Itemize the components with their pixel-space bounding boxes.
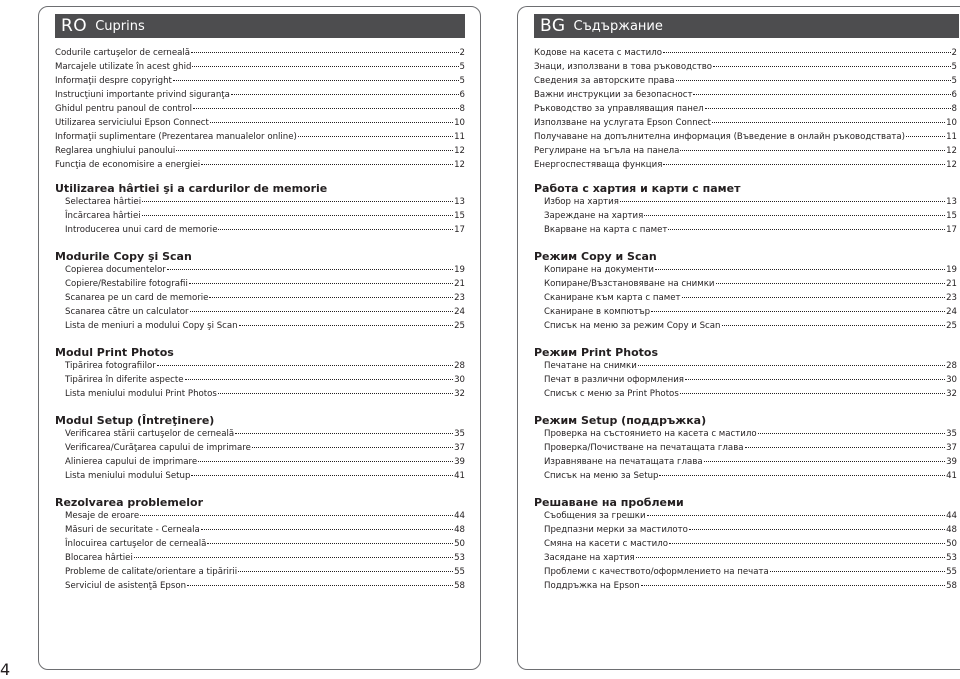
toc-entry-page: 8 bbox=[459, 104, 465, 114]
dot-leader bbox=[676, 80, 951, 81]
toc-entry[interactable] bbox=[55, 307, 465, 321]
dot-leader bbox=[636, 557, 945, 558]
toc-entry[interactable] bbox=[55, 104, 465, 118]
toc-entry-page: 25 bbox=[454, 321, 465, 331]
dot-leader bbox=[142, 201, 453, 202]
toc-entry-label: Печатане на снимки bbox=[544, 361, 637, 371]
toc-entry-page: 19 bbox=[454, 265, 465, 275]
toc-entry-page: 48 bbox=[946, 525, 957, 535]
toc-entry[interactable] bbox=[55, 539, 465, 553]
toc-list bbox=[534, 48, 957, 595]
toc-entry[interactable] bbox=[534, 307, 957, 321]
language-code: BG bbox=[540, 16, 566, 36]
section-entries bbox=[55, 197, 465, 239]
toc-entry[interactable] bbox=[55, 197, 465, 211]
toc-entry[interactable] bbox=[534, 279, 957, 293]
toc-entry-page: 50 bbox=[946, 539, 957, 549]
toc-entry[interactable] bbox=[55, 525, 465, 539]
toc-entry-label: Verificarea/Curăţarea capului de imprimare bbox=[65, 443, 251, 453]
dot-leader bbox=[231, 94, 459, 95]
language-code: RO bbox=[61, 16, 88, 36]
dot-leader bbox=[173, 80, 459, 81]
dot-leader bbox=[189, 283, 453, 284]
toc-entry-label: Informaţii suplimentare (Prezentarea manualelor online) bbox=[55, 132, 297, 142]
toc-entry-page: 17 bbox=[946, 225, 957, 235]
toc-header-bg bbox=[534, 14, 959, 38]
dot-leader bbox=[187, 585, 453, 586]
dot-leader bbox=[722, 325, 946, 326]
toc-entry[interactable] bbox=[534, 581, 957, 595]
dot-leader bbox=[192, 66, 458, 67]
toc-entry[interactable] bbox=[55, 279, 465, 293]
dot-leader bbox=[663, 164, 945, 165]
toc-entry-label: Verificarea stării cartuşelor de cerneală bbox=[65, 429, 235, 439]
dot-leader bbox=[620, 201, 945, 202]
toc-entry-page: 23 bbox=[946, 293, 957, 303]
dot-leader bbox=[190, 311, 454, 312]
toc-entry[interactable] bbox=[534, 211, 957, 225]
toc-entry-page: 55 bbox=[946, 567, 957, 577]
toc-entry-page: 5 bbox=[459, 62, 465, 72]
toc-entry[interactable] bbox=[55, 146, 465, 160]
section-spacer bbox=[534, 335, 957, 345]
toc-list bbox=[55, 48, 465, 595]
toc-entry[interactable] bbox=[55, 132, 465, 146]
toc-entry[interactable] bbox=[534, 389, 957, 403]
toc-entry-label: Сведения за авторските права bbox=[534, 76, 675, 86]
toc-entry-label: Съобщения за грешки bbox=[544, 511, 646, 521]
toc-entry-label: Знаци, използвани в това ръководство bbox=[534, 62, 713, 72]
toc-entry-page: 53 bbox=[454, 553, 465, 563]
toc-entry[interactable] bbox=[55, 443, 465, 457]
dot-leader bbox=[191, 475, 453, 476]
toc-entry[interactable] bbox=[534, 525, 957, 539]
dot-leader bbox=[669, 543, 945, 544]
toc-entry-label: Funcţia de economisire a energiei bbox=[55, 160, 201, 170]
toc-entry-page: 32 bbox=[454, 389, 465, 399]
toc-entry-label: Tipărirea fotografiilor bbox=[65, 361, 156, 371]
toc-entry-label: Lista meniului modului Print Photos bbox=[65, 389, 217, 399]
toc-entry-page: 13 bbox=[454, 197, 465, 207]
toc-entry[interactable] bbox=[55, 225, 465, 239]
dot-leader bbox=[191, 52, 459, 53]
toc-entry[interactable] bbox=[55, 160, 465, 174]
dot-leader bbox=[140, 515, 453, 516]
toc-entry-page: 37 bbox=[454, 443, 465, 453]
toc-entry-label: Introducerea unui card de memorie bbox=[65, 225, 218, 235]
toc-entry[interactable] bbox=[55, 265, 465, 279]
toc-entry-page: 55 bbox=[454, 567, 465, 577]
section-entries bbox=[534, 361, 957, 403]
toc-entry-page: 24 bbox=[454, 307, 465, 317]
toc-entry[interactable] bbox=[534, 160, 957, 174]
toc-entry[interactable] bbox=[534, 429, 957, 443]
dot-leader bbox=[906, 136, 945, 137]
toc-entry[interactable] bbox=[534, 48, 957, 62]
toc-entry-page: 41 bbox=[946, 471, 957, 481]
section-title[interactable]: Решаване на проблеми bbox=[534, 496, 684, 509]
toc-entry-page: 39 bbox=[946, 457, 957, 467]
toc-entry-label: Ръководство за управляващия панел bbox=[534, 104, 704, 114]
section-title[interactable]: Modul Setup (Întreţinere) bbox=[55, 414, 215, 427]
toc-entry-page: 28 bbox=[946, 361, 957, 371]
section-title[interactable]: Режим Copy и Scan bbox=[534, 250, 657, 263]
toc-entry-page: 58 bbox=[946, 581, 957, 591]
toc-entry[interactable] bbox=[55, 553, 465, 567]
toc-entry[interactable] bbox=[534, 146, 957, 160]
toc-entry[interactable] bbox=[55, 567, 465, 581]
dot-leader bbox=[682, 297, 946, 298]
section-spacer bbox=[534, 403, 957, 413]
toc-entry[interactable] bbox=[534, 471, 957, 485]
toc-entry-label: Печат в различни оформления bbox=[544, 375, 684, 385]
toc-entry-label: Marcajele utilizate în acest ghid bbox=[55, 62, 192, 72]
toc-title: Съдържание bbox=[573, 18, 663, 34]
toc-entry-label: Informaţii despre copyright bbox=[55, 76, 172, 86]
toc-entry-page: 35 bbox=[454, 429, 465, 439]
toc-entry[interactable] bbox=[534, 90, 957, 104]
toc-entry-label: Tipărirea în diferite aspecte bbox=[65, 375, 184, 385]
dot-leader bbox=[689, 529, 945, 530]
section-title[interactable]: Работа с хартия и карти с памет bbox=[534, 182, 741, 195]
toc-title: Cuprins bbox=[95, 18, 145, 34]
toc-entry-page: 30 bbox=[946, 375, 957, 385]
toc-entry-label: Сканиране към карта с памет bbox=[544, 293, 681, 303]
toc-entry-page: 6 bbox=[951, 90, 957, 100]
toc-entry[interactable] bbox=[534, 225, 957, 239]
toc-entry[interactable] bbox=[534, 197, 957, 211]
toc-entry[interactable] bbox=[55, 375, 465, 389]
page-number: 4 bbox=[0, 660, 11, 679]
toc-entry-page: 11 bbox=[946, 132, 957, 142]
dot-leader bbox=[298, 136, 453, 137]
toc-entry-label: Енергоспестяваща функция bbox=[534, 160, 663, 170]
toc-entry-label: Lista de meniuri a modului Copy şi Scan bbox=[65, 321, 238, 331]
section-title[interactable]: Utilizarea hârtiei şi a cardurilor de memorie bbox=[55, 182, 328, 195]
toc-entry-page: 30 bbox=[454, 375, 465, 385]
toc-entry-label: Lista meniului modului Setup bbox=[65, 471, 191, 481]
toc-entry-label: Смяна на касети с мастило bbox=[544, 539, 668, 549]
dot-leader bbox=[705, 108, 951, 109]
toc-entry[interactable] bbox=[534, 553, 957, 567]
toc-entry[interactable] bbox=[534, 457, 957, 471]
toc-entry-page: 24 bbox=[946, 307, 957, 317]
toc-entry-label: Поддръжка на Epson bbox=[544, 581, 640, 591]
dot-leader bbox=[157, 365, 453, 366]
toc-entry-label: Предпазни мерки за мастилото bbox=[544, 525, 688, 535]
toc-entry[interactable] bbox=[534, 443, 957, 457]
toc-entry-label: Copiere/Restabilire fotografii bbox=[65, 279, 188, 289]
toc-entry-label: Scanarea pe un card de memorie bbox=[65, 293, 209, 303]
toc-entry[interactable] bbox=[534, 511, 957, 525]
toc-entry-page: 11 bbox=[454, 132, 465, 142]
toc-entry-page: 21 bbox=[946, 279, 957, 289]
toc-entry-label: Reglarea unghiului panoului bbox=[55, 146, 176, 156]
toc-entry-page: 23 bbox=[454, 293, 465, 303]
toc-entry-label: Сканиране в компютър bbox=[544, 307, 651, 317]
toc-entry[interactable] bbox=[534, 104, 957, 118]
section-entries bbox=[55, 429, 465, 485]
toc-entry-page: 41 bbox=[454, 471, 465, 481]
dot-leader bbox=[134, 557, 453, 558]
toc-entry[interactable] bbox=[534, 539, 957, 553]
toc-entry-page: 21 bbox=[454, 279, 465, 289]
section-title[interactable]: Modul Print Photos bbox=[55, 346, 174, 359]
toc-entry-page: 10 bbox=[946, 118, 957, 128]
toc-entry-label: Вкарване на карта с памет bbox=[544, 225, 668, 235]
toc-entry-page: 5 bbox=[951, 62, 957, 72]
toc-entry[interactable] bbox=[534, 321, 957, 335]
toc-entry-label: Копиране/Възстановяване на снимки bbox=[544, 279, 715, 289]
toc-entry-page: 8 bbox=[951, 104, 957, 114]
toc-entry[interactable] bbox=[55, 511, 465, 525]
dot-leader bbox=[210, 122, 453, 123]
dot-leader bbox=[142, 215, 453, 216]
toc-entry-label: Зареждане на хартия bbox=[544, 211, 644, 221]
toc-entry-label: Списък на меню за режим Copy и Scan bbox=[544, 321, 721, 331]
toc-entry[interactable] bbox=[534, 361, 957, 375]
toc-entry-page: 5 bbox=[459, 76, 465, 86]
section-spacer bbox=[55, 403, 465, 413]
toc-entry[interactable] bbox=[534, 265, 957, 279]
toc-entry-label: Изравняване на печатащата глава bbox=[544, 457, 703, 467]
toc-entry-page: 2 bbox=[951, 48, 957, 58]
dot-leader bbox=[659, 475, 945, 476]
toc-entry-label: Încărcarea hârtiei bbox=[65, 211, 141, 221]
section-entries bbox=[534, 197, 957, 239]
dot-leader bbox=[238, 571, 453, 572]
dot-leader bbox=[201, 164, 453, 165]
toc-entry-page: 17 bbox=[454, 225, 465, 235]
toc-entry-page: 2 bbox=[459, 48, 465, 58]
toc-entry-page: 19 bbox=[946, 265, 957, 275]
toc-entry-page: 32 bbox=[946, 389, 957, 399]
section-entries bbox=[55, 361, 465, 403]
section-entries bbox=[55, 511, 465, 595]
toc-entry[interactable] bbox=[55, 118, 465, 132]
toc-entry-label: Важни инструкции за безопасност bbox=[534, 90, 693, 100]
dot-leader bbox=[680, 393, 945, 394]
toc-entry[interactable] bbox=[55, 361, 465, 375]
section-entries bbox=[55, 265, 465, 335]
dot-leader bbox=[770, 571, 945, 572]
toc-header-ro bbox=[55, 14, 465, 38]
dot-leader bbox=[655, 269, 945, 270]
dot-leader bbox=[685, 379, 945, 380]
dot-leader bbox=[185, 379, 454, 380]
toc-entry-page: 28 bbox=[454, 361, 465, 371]
dot-leader bbox=[209, 297, 453, 298]
section-spacer bbox=[55, 335, 465, 345]
toc-entry-label: Instrucţiuni importante privind siguranţa bbox=[55, 90, 230, 100]
toc-entry-page: 15 bbox=[946, 211, 957, 221]
section-spacer bbox=[534, 239, 957, 249]
section-title[interactable]: Режим Print Photos bbox=[534, 346, 658, 359]
toc-column-romanian bbox=[38, 6, 481, 670]
toc-entry-page: 12 bbox=[454, 146, 465, 156]
toc-entry-label: Регулиране на ъгъла на панела bbox=[534, 146, 680, 156]
toc-entry-label: Serviciul de asistenţă Epson bbox=[65, 581, 187, 591]
toc-entry-page: 12 bbox=[454, 160, 465, 170]
toc-entry-label: Използване на услугата Epson Connect bbox=[534, 118, 712, 128]
dot-leader bbox=[207, 543, 453, 544]
toc-entry-label: Ghidul pentru panoul de control bbox=[55, 104, 193, 114]
toc-entry-page: 13 bbox=[946, 197, 957, 207]
dot-leader bbox=[693, 94, 950, 95]
toc-entry[interactable] bbox=[534, 76, 957, 90]
toc-column-bulgarian bbox=[517, 6, 960, 670]
toc-entry[interactable] bbox=[55, 321, 465, 335]
toc-entry[interactable] bbox=[534, 293, 957, 307]
toc-entry[interactable] bbox=[55, 457, 465, 471]
dot-leader bbox=[704, 461, 945, 462]
toc-entry-label: Înlocuirea cartuşelor de cerneală bbox=[65, 539, 207, 549]
section-spacer bbox=[534, 174, 957, 181]
toc-entry-label: Проверка/Почистване на печатащата глава bbox=[544, 443, 744, 453]
toc-entry-page: 10 bbox=[454, 118, 465, 128]
dot-leader bbox=[713, 66, 950, 67]
section-spacer bbox=[534, 485, 957, 495]
toc-entry-page: 44 bbox=[454, 511, 465, 521]
toc-entry-label: Кодове на касета с мастило bbox=[534, 48, 663, 58]
dot-leader bbox=[712, 122, 945, 123]
toc-entry-label: Списък с меню за Print Photos bbox=[544, 389, 679, 399]
section-spacer bbox=[55, 174, 465, 181]
toc-entry-label: Копиране на документи bbox=[544, 265, 654, 275]
toc-entry-label: Codurile cartuşelor de cerneală bbox=[55, 48, 191, 58]
section-title[interactable]: Rezolvarea problemelor bbox=[55, 496, 204, 509]
section-spacer bbox=[55, 485, 465, 495]
dot-leader bbox=[680, 150, 945, 151]
toc-entry-page: 35 bbox=[946, 429, 957, 439]
section-entries bbox=[534, 429, 957, 485]
toc-entry-label: Probleme de calitate/orientare a tipăririi bbox=[65, 567, 238, 577]
toc-entry-page: 5 bbox=[951, 76, 957, 86]
section-entries bbox=[534, 511, 957, 595]
dot-leader bbox=[218, 229, 453, 230]
section-title[interactable]: Режим Setup (поддръжка) bbox=[534, 414, 707, 427]
toc-entry-page: 44 bbox=[946, 511, 957, 521]
dot-leader bbox=[252, 447, 453, 448]
dot-leader bbox=[198, 461, 453, 462]
dot-leader bbox=[235, 433, 453, 434]
toc-entry[interactable] bbox=[55, 76, 465, 90]
toc-entry[interactable] bbox=[534, 567, 957, 581]
section-entries bbox=[534, 265, 957, 335]
toc-entry-page: 53 bbox=[946, 553, 957, 563]
toc-entry[interactable] bbox=[55, 293, 465, 307]
dot-leader bbox=[641, 585, 945, 586]
toc-entry[interactable] bbox=[55, 389, 465, 403]
toc-entry[interactable] bbox=[55, 581, 465, 595]
dot-leader bbox=[758, 433, 945, 434]
toc-entry[interactable] bbox=[534, 132, 957, 146]
toc-entry-page: 39 bbox=[454, 457, 465, 467]
toc-entry-label: Избор на хартия bbox=[544, 197, 619, 207]
toc-entry-label: Получаване на допълнителна информация (Въведение в онлайн ръководствата) bbox=[534, 132, 905, 142]
toc-entry-label: Проверка на състоянието на касета с мастило bbox=[544, 429, 757, 439]
toc-entry-label: Alinierea capului de imprimare bbox=[65, 457, 198, 467]
toc-entry-label: Selectarea hârtiei bbox=[65, 197, 142, 207]
toc-entry-label: Utilizarea serviciului Epson Connect bbox=[55, 118, 209, 128]
toc-entry-page: 37 bbox=[946, 443, 957, 453]
toc-entry-page: 25 bbox=[946, 321, 957, 331]
toc-entry-label: Списък на меню за Setup bbox=[544, 471, 659, 481]
dot-leader bbox=[176, 150, 453, 151]
toc-entry[interactable] bbox=[55, 48, 465, 62]
toc-entry-page: 6 bbox=[459, 90, 465, 100]
toc-entry[interactable] bbox=[55, 429, 465, 443]
dot-leader bbox=[651, 311, 945, 312]
dot-leader bbox=[647, 515, 945, 516]
dot-leader bbox=[239, 325, 453, 326]
dot-leader bbox=[644, 215, 945, 216]
toc-entry-page: 12 bbox=[946, 146, 957, 156]
toc-entry-page: 58 bbox=[454, 581, 465, 591]
toc-entry[interactable] bbox=[534, 118, 957, 132]
toc-entry-page: 15 bbox=[454, 211, 465, 221]
toc-entry-label: Scanarea către un calculator bbox=[65, 307, 189, 317]
toc-entry-page: 12 bbox=[946, 160, 957, 170]
toc-entry-label: Mesaje de eroare bbox=[65, 511, 140, 521]
section-spacer bbox=[55, 239, 465, 249]
toc-entry-label: Проблеми с качеството/оформлението на печата bbox=[544, 567, 769, 577]
toc-entry[interactable] bbox=[55, 471, 465, 485]
toc-entry-page: 50 bbox=[454, 539, 465, 549]
toc-entry[interactable] bbox=[55, 211, 465, 225]
toc-entry[interactable] bbox=[534, 375, 957, 389]
toc-entry-label: Măsuri de securitate - Cerneala bbox=[65, 525, 200, 535]
toc-entry-label: Blocarea hârtiei bbox=[65, 553, 133, 563]
toc-entry[interactable] bbox=[55, 90, 465, 104]
dot-leader bbox=[663, 52, 951, 53]
dot-leader bbox=[167, 269, 453, 270]
dot-leader bbox=[201, 529, 453, 530]
dot-leader bbox=[668, 229, 945, 230]
dot-leader bbox=[638, 365, 945, 366]
dot-leader bbox=[745, 447, 946, 448]
dot-leader bbox=[218, 393, 453, 394]
toc-entry-page: 48 bbox=[454, 525, 465, 535]
dot-leader bbox=[193, 108, 458, 109]
toc-entry-label: Copierea documentelor bbox=[65, 265, 166, 275]
toc-entry[interactable] bbox=[55, 62, 465, 76]
dot-leader bbox=[716, 283, 946, 284]
toc-entry-label: Засядане на хартия bbox=[544, 553, 635, 563]
toc-entry[interactable] bbox=[534, 62, 957, 76]
section-title[interactable]: Modurile Copy şi Scan bbox=[55, 250, 192, 263]
